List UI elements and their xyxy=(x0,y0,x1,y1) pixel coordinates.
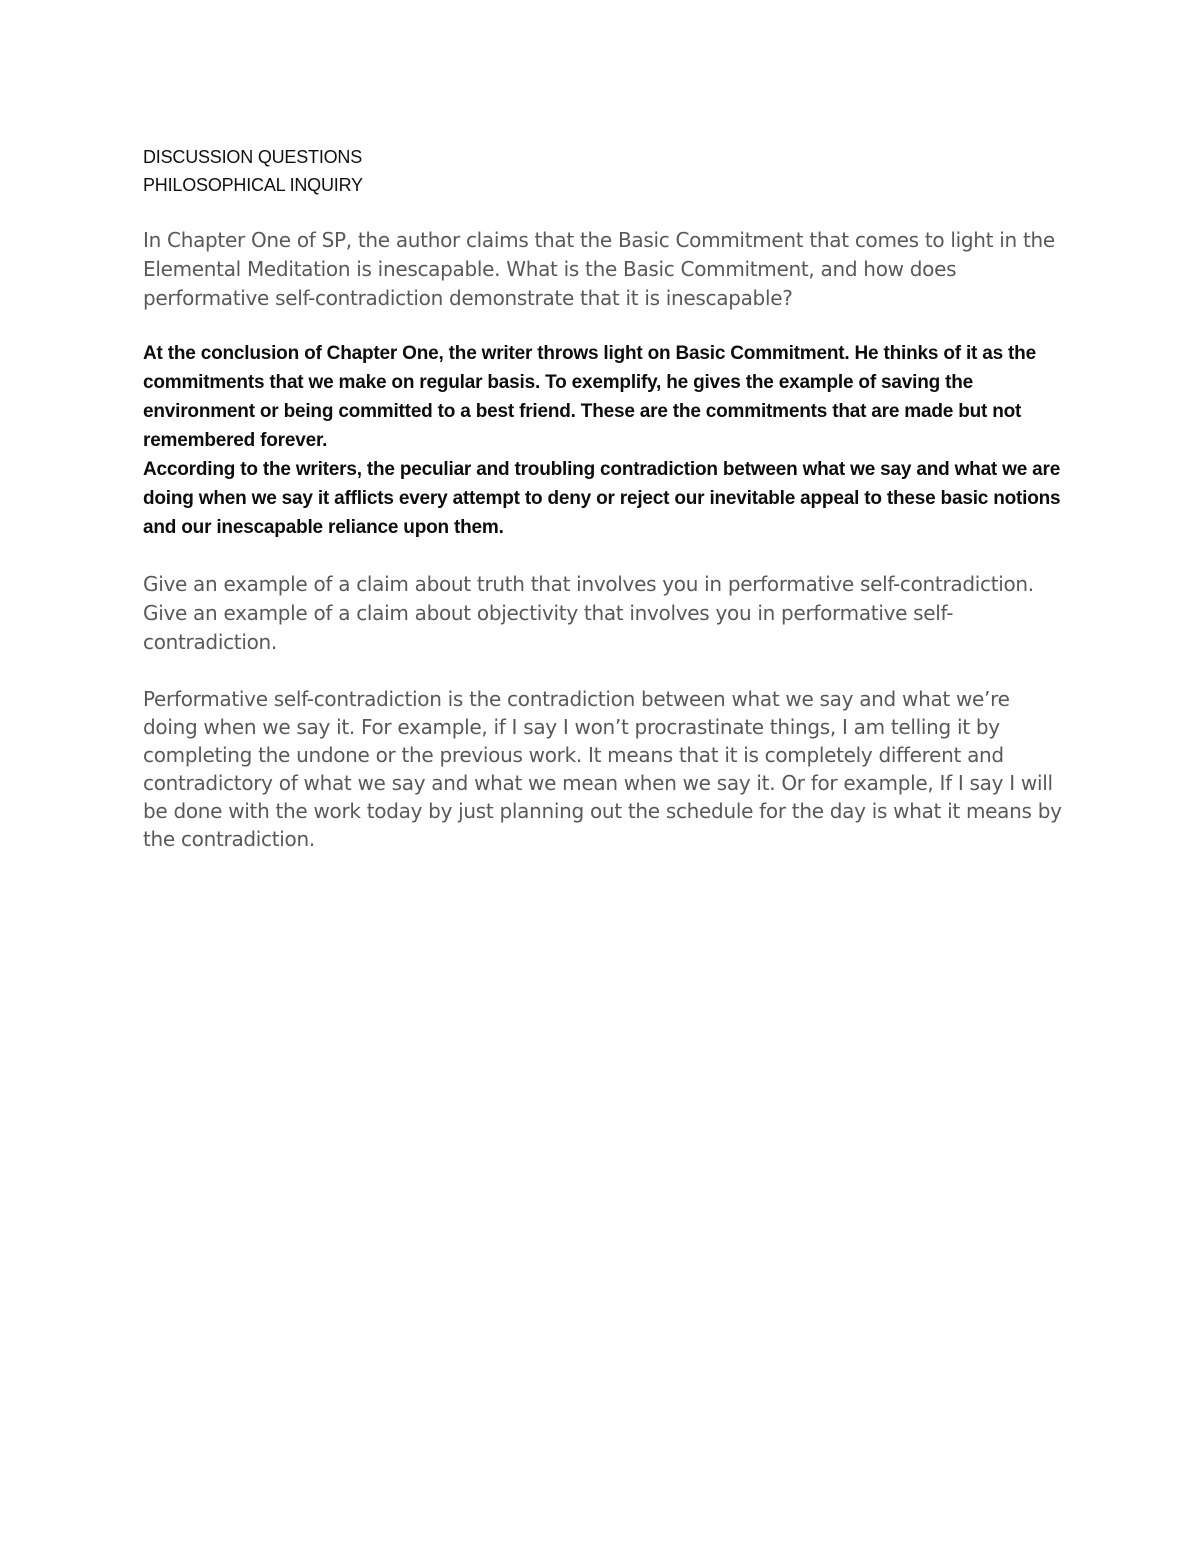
spacer xyxy=(143,542,1068,570)
document-title-line-1: DISCUSSION QUESTIONS xyxy=(143,147,363,167)
spacer xyxy=(143,199,1068,226)
answer-2: Performative self-contradiction is the contradiction between what we say and what we’re doing when we say it. For example, if I say I won’t procrastinate things, I am telling it by completing the undone or the previous work. It means that it is completely different and contradictory of what we say and what we mean when we say it. Or for example, If I say I will be done with the work today by just planning out the schedule for the day is what it means by the contradiction. xyxy=(143,687,1062,851)
document-body xyxy=(143,143,1068,853)
spacer xyxy=(143,313,1068,339)
question-1: In Chapter One of SP, the author claims that the Basic Commitment that comes to light in the Elemental Meditation is inescapable. What is the Basic Commitment, and how does performative self-contradiction demonstrate that it is inescapable? xyxy=(143,228,1055,310)
answer-1-paragraph-2: According to the writers, the peculiar and troubling contradiction between what we say and what we are doing when we say it afflicts every attempt to deny or reject our inevitable appeal to these basic notions and our inescapable reliance upon them. xyxy=(143,459,1061,538)
answer-1-paragraph-1: At the conclusion of Chapter One, the writer throws light on Basic Commitment. He thinks of it as the commitments that we make on regular basis. To exemplify, he gives the example of saving the environment or being committed to a best friend. These are the commitments that are made but not remembered forever. xyxy=(143,343,1036,451)
spacer xyxy=(143,657,1068,685)
question-2: Give an example of a claim about truth that involves you in performative self-contradiction. Give an example of a claim about objectivity that involves you in performative self-contradiction. xyxy=(143,572,1034,654)
document-title-line-2: PHILOSOPHICAL INQUIRY xyxy=(143,175,363,195)
